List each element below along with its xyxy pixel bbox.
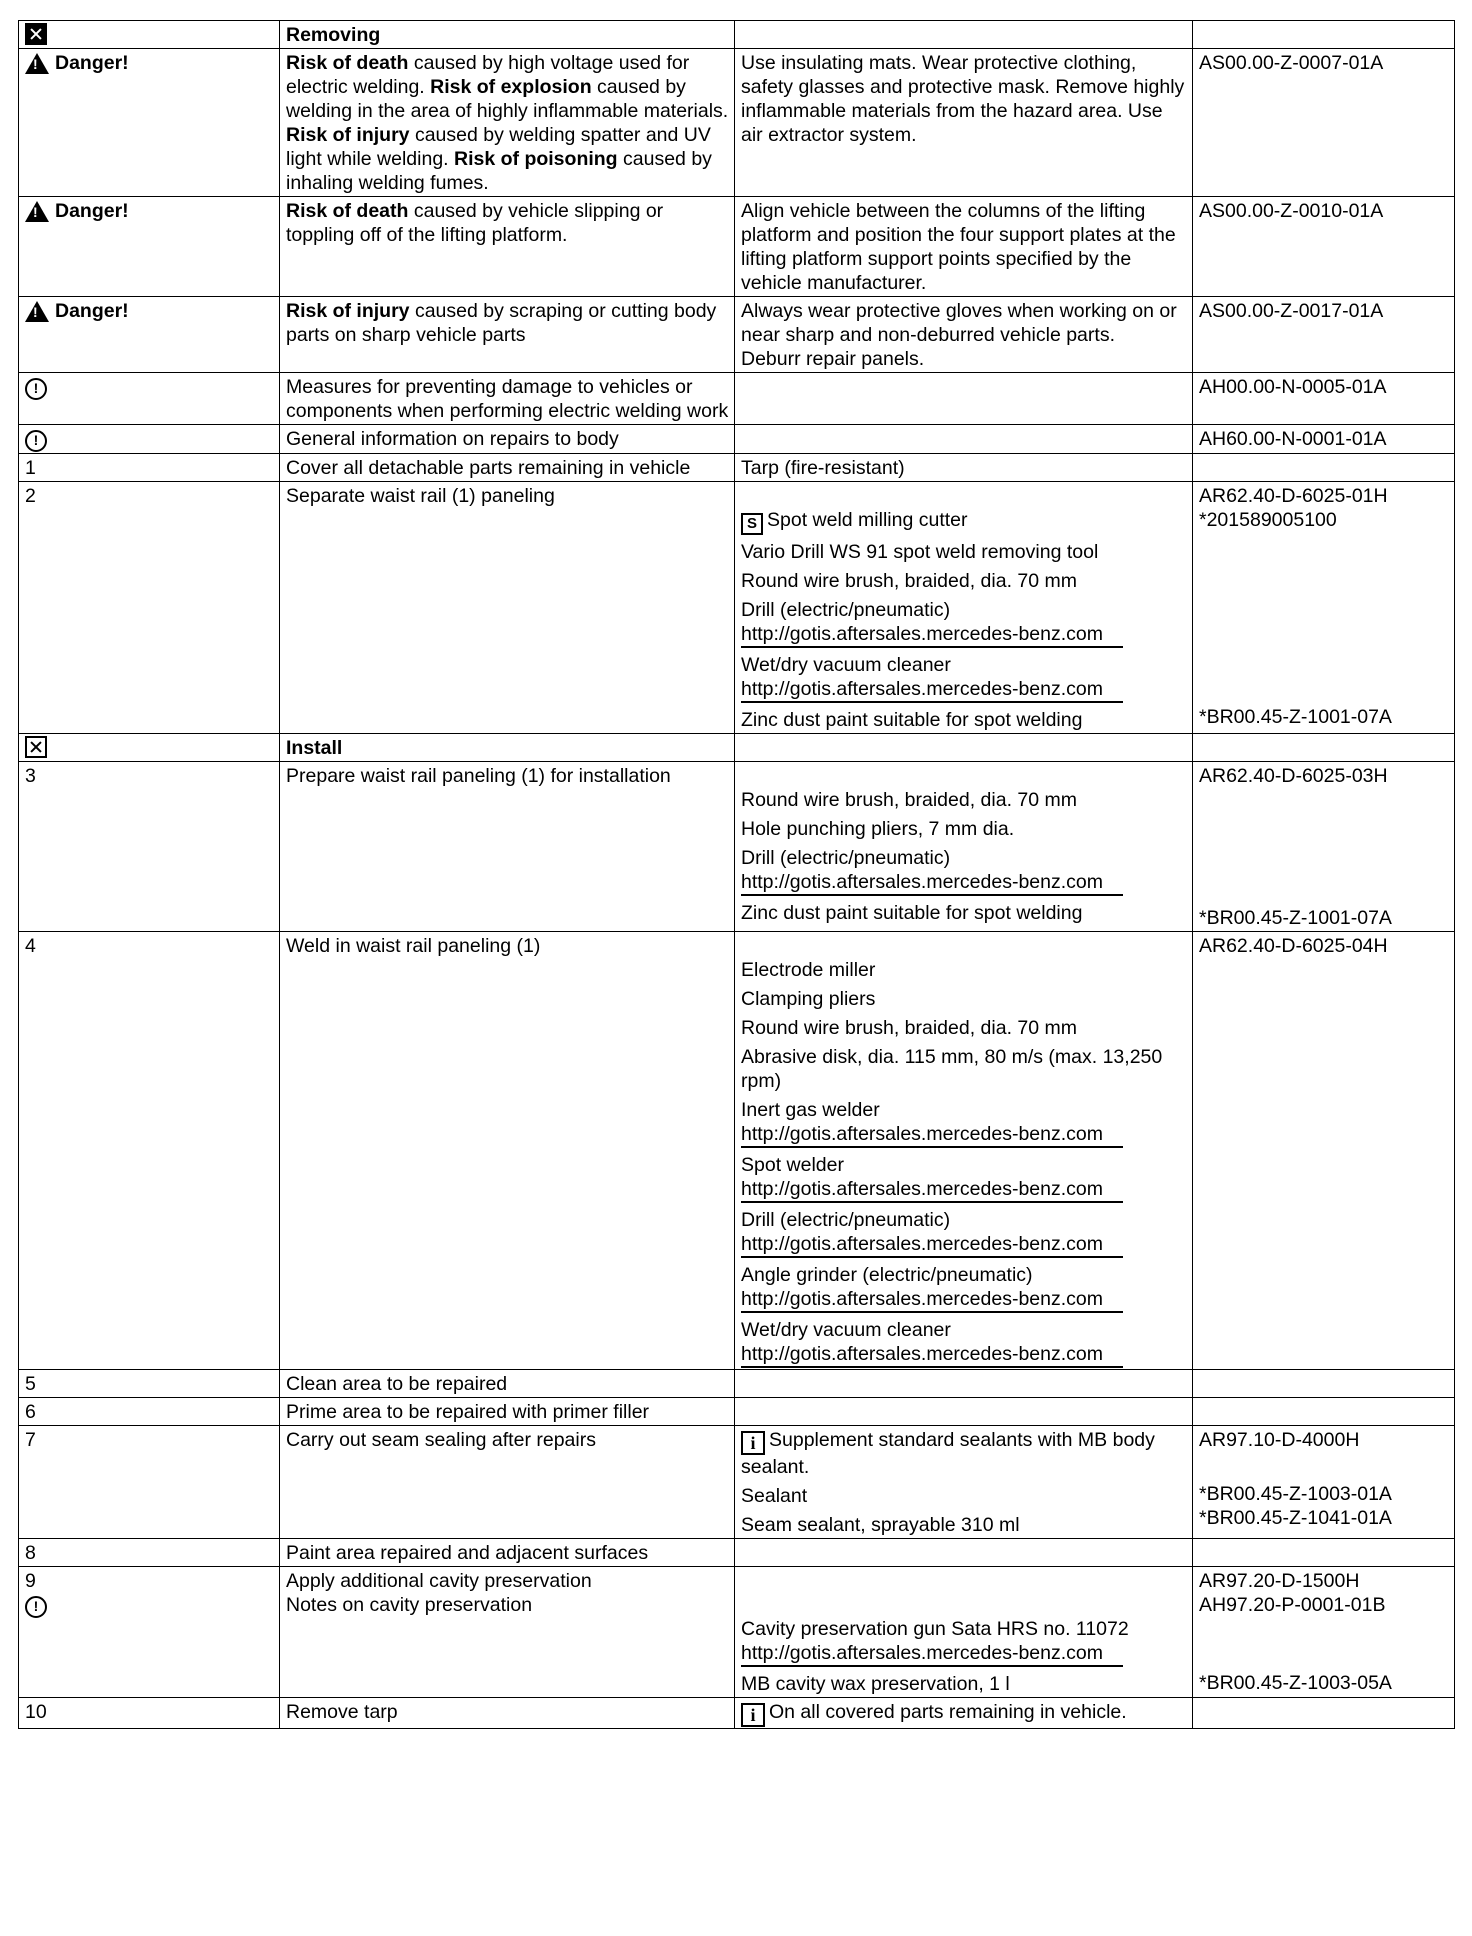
document-reference: AR62.40-D-6025-03H	[1199, 765, 1388, 787]
tool-name: Drill (electric/pneumatic)	[741, 1209, 951, 1231]
empty-cell	[735, 734, 1193, 762]
tool-link[interactable]: http://gotis.aftersales.mercedes-benz.com	[741, 1232, 1123, 1258]
hazard-term: Risk of explosion	[430, 76, 592, 98]
step-text: Cover all detachable parts remaining in vehicle	[280, 454, 735, 482]
tool-item	[741, 1208, 1187, 1258]
section-icon-cell	[19, 734, 280, 762]
tool-name: Round wire brush, braided, dia. 70 mm	[741, 789, 1078, 811]
hazard-term: Risk of death	[286, 52, 409, 74]
tool-name: Wet/dry vacuum cleaner	[741, 1319, 951, 1341]
note-text: Notes on cavity preservation	[286, 1594, 533, 1616]
empty-cell	[1193, 21, 1455, 49]
tool-item	[741, 1153, 1187, 1203]
note-circle-icon: !	[25, 1596, 47, 1618]
hazard-term: Risk of death	[286, 200, 409, 222]
tool-name: Wet/dry vacuum cleaner	[741, 654, 951, 676]
hazard-description	[280, 49, 735, 197]
step-text: Clean area to be repaired	[280, 1370, 735, 1398]
step-text-cell	[280, 1567, 735, 1698]
tool-item	[741, 958, 1187, 982]
empty-cell	[735, 373, 1193, 425]
hazard-term: Risk of injury	[286, 124, 410, 146]
table-row	[19, 1398, 1455, 1426]
empty-cell	[735, 1370, 1193, 1398]
tool-item	[741, 598, 1187, 648]
tool-name: Clamping pliers	[741, 988, 876, 1010]
warning-triangle-icon	[25, 301, 49, 322]
document-reference: *BR00.45-Z-1003-05A	[1199, 1672, 1392, 1694]
table-row	[19, 1567, 1455, 1698]
tool-name: Sealant	[741, 1485, 808, 1507]
safety-measure: Align vehicle between the columns of the lifting platform and position the four support plates at the lifting platform support points specified by the vehicle manufacturer.	[735, 197, 1193, 297]
step-number: 6	[19, 1398, 280, 1426]
table-row	[19, 1426, 1455, 1539]
tool-name: Abrasive disk, dia. 115 mm, 80 m/s (max. 13,250 rpm)	[741, 1046, 1163, 1092]
tool-name: Hole punching pliers, 7 mm dia.	[741, 818, 1015, 840]
reference-cell	[1193, 762, 1455, 932]
tool-item	[741, 708, 1187, 732]
empty-cell	[1193, 734, 1455, 762]
table-row	[19, 49, 1455, 197]
tool-name: Spot welder	[741, 1154, 844, 1176]
tool-name: Electrode miller	[741, 959, 876, 981]
step-text: Prime area to be repaired with primer filler	[280, 1398, 735, 1426]
note-icon-cell	[19, 425, 280, 454]
tool-name: Seam sealant, sprayable 310 ml	[741, 1514, 1020, 1536]
tool-name: Angle grinder (electric/pneumatic)	[741, 1264, 1033, 1286]
tool-item	[741, 1098, 1187, 1148]
table-row	[19, 21, 1455, 49]
info-icon: i	[741, 1703, 765, 1727]
step-number: 7	[19, 1426, 280, 1539]
empty-cell	[1193, 454, 1455, 482]
hazard-text: caused by vehicle slipping or toppling off of the lifting platform.	[286, 200, 664, 246]
danger-cell	[19, 297, 280, 373]
table-row	[19, 454, 1455, 482]
hazard-text: caused by scraping or cutting body parts on sharp vehicle parts	[286, 300, 717, 346]
step-text: Paint area repaired and adjacent surfaces	[280, 1539, 735, 1567]
document-reference: AH97.20-P-0001-01B	[1199, 1594, 1386, 1616]
document-reference: AH60.00-N-0001-01A	[1193, 425, 1455, 454]
table-row	[19, 373, 1455, 425]
tool-item	[741, 569, 1187, 593]
warning-triangle-icon	[25, 201, 49, 222]
tool-item	[741, 653, 1187, 703]
hazard-term: Risk of injury	[286, 300, 410, 322]
tools-cell	[735, 1698, 1193, 1729]
document-reference: *BR00.45-Z-1001-07A	[1199, 706, 1392, 728]
tool-link[interactable]: http://gotis.aftersales.mercedes-benz.com	[741, 622, 1123, 648]
document-reference: AR62.40-D-6025-04H	[1193, 932, 1455, 1370]
empty-cell	[1193, 1370, 1455, 1398]
safety-measure-text: Deburr repair panels.	[741, 348, 925, 370]
table-row	[19, 1698, 1455, 1729]
table-row	[19, 425, 1455, 454]
repair-procedure-table	[18, 20, 1455, 1729]
danger-label: Danger!	[55, 52, 129, 74]
table-row	[19, 1539, 1455, 1567]
table-row	[19, 762, 1455, 932]
step-number: 2	[19, 482, 280, 734]
note-circle-icon: !	[25, 430, 47, 452]
tool-name: Cavity preservation gun Sata HRS no. 11072	[741, 1618, 1129, 1640]
tool-link[interactable]: http://gotis.aftersales.mercedes-benz.com	[741, 677, 1123, 703]
tool-name: Drill (electric/pneumatic)	[741, 599, 951, 621]
tool-name: Drill (electric/pneumatic)	[741, 847, 951, 869]
step-text: Carry out seam sealing after repairs	[280, 1426, 735, 1539]
tool-item	[741, 987, 1187, 1011]
tool-item	[741, 540, 1187, 564]
hazard-text: caused by inhaling welding fumes.	[286, 148, 712, 194]
table-row	[19, 297, 1455, 373]
hazard-description	[280, 297, 735, 373]
document-reference: *BR00.45-Z-1001-07A	[1199, 907, 1392, 929]
tool-item	[741, 1513, 1187, 1537]
info-note-text: On all covered parts remaining in vehicle.	[769, 1701, 1127, 1723]
hazard-description	[280, 197, 735, 297]
step-number-cell	[19, 1567, 280, 1698]
step-text: Weld in waist rail paneling (1)	[280, 932, 735, 1370]
reference-cell	[1193, 1426, 1455, 1539]
tool-item	[741, 901, 1187, 925]
document-reference: *BR00.45-Z-1003-01A	[1199, 1483, 1392, 1505]
reference-cell	[1193, 1567, 1455, 1698]
remove-symbol-icon	[25, 23, 47, 45]
document-reference: *BR00.45-Z-1041-01A	[1199, 1507, 1392, 1529]
danger-label: Danger!	[55, 200, 129, 222]
tool-item	[741, 1617, 1187, 1667]
section-heading: Install	[280, 734, 735, 762]
step-text: Apply additional cavity preservation	[286, 1570, 592, 1592]
safety-measure-text: Always wear protective gloves when working on or near sharp and non-deburred vehicle parts.	[741, 300, 1177, 346]
document-reference: AR97.20-D-1500H	[1199, 1570, 1360, 1592]
hazard-text: caused by high voltage used for electric welding.	[286, 52, 690, 98]
step-number: 9	[25, 1570, 36, 1592]
empty-cell	[1193, 1539, 1455, 1567]
tool-text: Tarp (fire-resistant)	[735, 454, 1193, 482]
warning-triangle-icon	[25, 53, 49, 74]
tool-item	[741, 1318, 1187, 1368]
document-reference: AR97.10-D-4000H	[1199, 1429, 1360, 1451]
empty-cell	[735, 425, 1193, 454]
tool-item	[741, 1484, 1187, 1508]
info-icon: i	[741, 1431, 765, 1455]
tools-cell	[735, 1567, 1193, 1698]
section-heading: Removing	[280, 21, 735, 49]
step-number: 10	[19, 1698, 280, 1729]
tool-name: Spot weld milling cutter	[767, 509, 968, 531]
info-note	[741, 1428, 1187, 1479]
tool-link[interactable]: http://gotis.aftersales.mercedes-benz.com	[741, 1177, 1123, 1203]
document-reference: AH00.00-N-0005-01A	[1193, 373, 1455, 425]
table-row	[19, 1370, 1455, 1398]
step-text: Remove tarp	[280, 1698, 735, 1729]
reference-cell	[1193, 482, 1455, 734]
table-row	[19, 734, 1455, 762]
table-row	[19, 197, 1455, 297]
tool-item	[741, 1263, 1187, 1313]
info-note	[741, 1700, 1187, 1727]
step-number: 3	[19, 762, 280, 932]
hazard-text: caused by welding in the area of highly inflammable materials.	[286, 76, 729, 122]
hazard-text: caused by welding spatter and UV light while welding.	[286, 124, 711, 170]
tool-item	[741, 846, 1187, 896]
tool-link[interactable]: http://gotis.aftersales.mercedes-benz.com	[741, 1122, 1123, 1148]
tool-link[interactable]: http://gotis.aftersales.mercedes-benz.com	[741, 1287, 1123, 1313]
tool-link[interactable]: http://gotis.aftersales.mercedes-benz.com	[741, 1641, 1123, 1667]
tool-name: Inert gas welder	[741, 1099, 880, 1121]
hazard-term: Risk of poisoning	[454, 148, 618, 170]
safety-measure	[735, 297, 1193, 373]
empty-cell	[735, 1398, 1193, 1426]
tool-name: Zinc dust paint suitable for spot welding	[741, 709, 1083, 731]
tool-name: Vario Drill WS 91 spot weld removing tool	[741, 541, 1099, 563]
tools-cell	[735, 762, 1193, 932]
empty-cell	[1193, 1698, 1455, 1729]
part-number: *201589005100	[1199, 509, 1337, 531]
empty-cell	[735, 21, 1193, 49]
special-tool-icon: S	[741, 513, 763, 535]
step-number: 5	[19, 1370, 280, 1398]
step-text: Separate waist rail (1) paneling	[280, 482, 735, 734]
tool-item	[741, 788, 1187, 812]
step-text: Prepare waist rail paneling (1) for installation	[280, 762, 735, 932]
note-text: General information on repairs to body	[280, 425, 735, 454]
tool-name: MB cavity wax preservation, 1 l	[741, 1673, 1010, 1695]
tool-name: Round wire brush, braided, dia. 70 mm	[741, 1017, 1078, 1039]
note-icon-cell	[19, 373, 280, 425]
step-number: 8	[19, 1539, 280, 1567]
install-symbol-icon	[25, 736, 47, 758]
step-number: 1	[19, 454, 280, 482]
table-row	[19, 482, 1455, 734]
tool-item	[741, 508, 1187, 535]
tools-cell	[735, 932, 1193, 1370]
tool-link[interactable]: http://gotis.aftersales.mercedes-benz.com	[741, 870, 1123, 896]
document-reference: AR62.40-D-6025-01H	[1199, 485, 1388, 507]
document-reference: AS00.00-Z-0007-01A	[1193, 49, 1455, 197]
document-reference: AS00.00-Z-0017-01A	[1193, 297, 1455, 373]
tool-name: Zinc dust paint suitable for spot welding	[741, 902, 1083, 924]
document-reference: AS00.00-Z-0010-01A	[1193, 197, 1455, 297]
section-icon-cell	[19, 21, 280, 49]
empty-cell	[735, 1539, 1193, 1567]
info-note-text: Supplement standard sealants with MB body sealant.	[741, 1429, 1155, 1478]
tools-cell	[735, 482, 1193, 734]
tool-link[interactable]: http://gotis.aftersales.mercedes-benz.com	[741, 1342, 1123, 1368]
tool-item	[741, 1045, 1187, 1093]
empty-cell	[1193, 1398, 1455, 1426]
note-text: Measures for preventing damage to vehicles or components when performing electric welding work	[280, 373, 735, 425]
safety-measure: Use insulating mats. Wear protective clothing, safety glasses and protective mask. Remove highly inflammable materials from the hazard area. Use air extractor system.	[735, 49, 1193, 197]
tool-item	[741, 1016, 1187, 1040]
danger-cell	[19, 49, 280, 197]
danger-label: Danger!	[55, 300, 129, 322]
table-row	[19, 932, 1455, 1370]
danger-cell	[19, 197, 280, 297]
tool-item	[741, 817, 1187, 841]
note-circle-icon: !	[25, 378, 47, 400]
tools-cell	[735, 1426, 1193, 1539]
tool-item	[741, 1672, 1187, 1696]
tool-name: Round wire brush, braided, dia. 70 mm	[741, 570, 1078, 592]
step-number: 4	[19, 932, 280, 1370]
